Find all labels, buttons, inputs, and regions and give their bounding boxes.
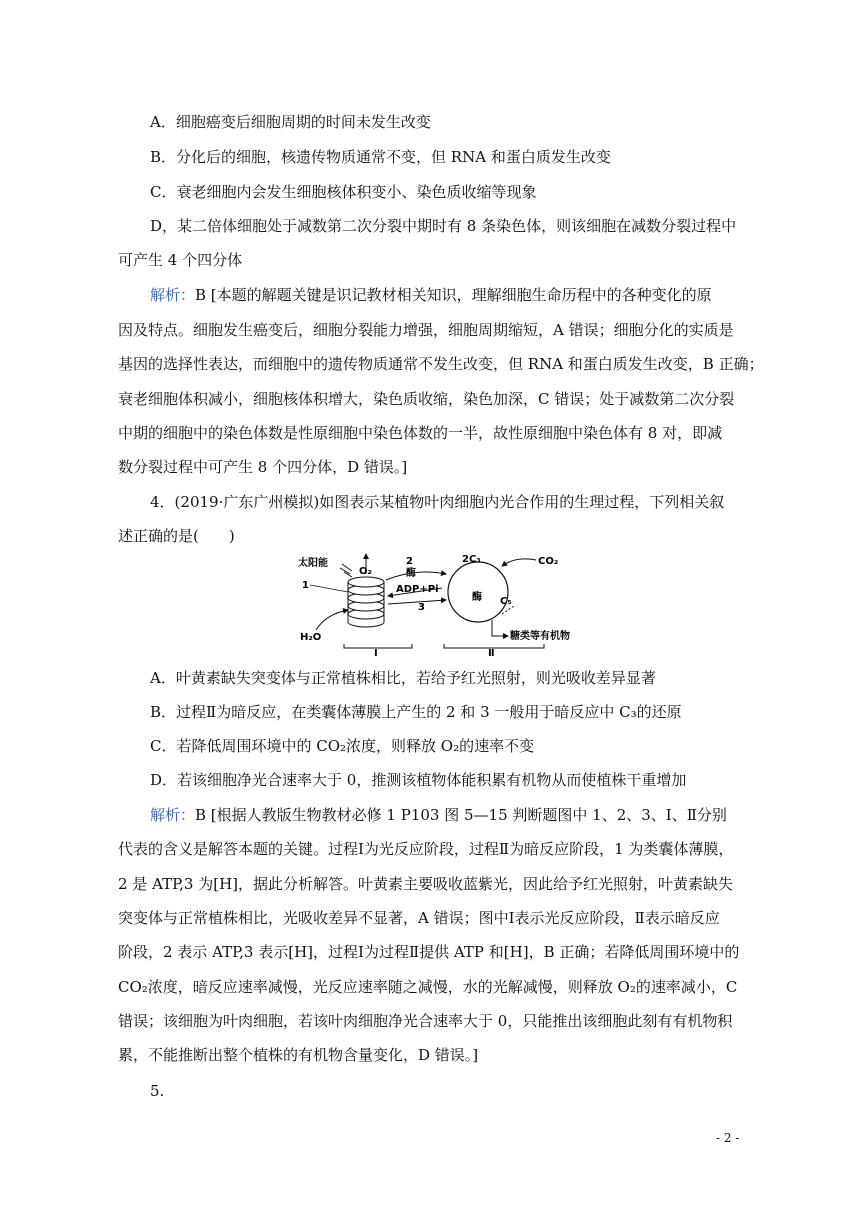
label-2: 2 xyxy=(406,556,413,567)
stage-1-label: Ⅰ xyxy=(374,648,378,656)
q4-option-d: D．若该细胞净光合速率大于 0，推测该植物体能积累有机物从而使植株干重增加 xyxy=(150,771,687,789)
q4-analysis-line6: CO₂浓度，暗反应速率减慢，光反应速率随之减慢，水的光解减慢，则释放 O₂的速率减小，C xyxy=(118,978,738,996)
q3-analysis-line1 xyxy=(150,285,712,305)
label-3: 3 xyxy=(418,602,425,613)
page-number: - 2 - xyxy=(716,1131,740,1145)
q4-stem-line1: 4．(2019·广东广州模拟)如图表示某植物叶肉细胞内光合作用的生理过程，下列相关叙 xyxy=(150,493,725,511)
c3-label: 2C₃ xyxy=(462,554,481,565)
q3-option-d-line1: D，某二倍体细胞处于减数第二次分裂中期时有 8 条染色体，则该细胞在减数分裂过程中 xyxy=(150,217,737,235)
q3-option-a: A．细胞癌变后细胞周期的时间未发生改变 xyxy=(150,113,431,131)
photosynthesis-diagram xyxy=(296,544,612,656)
c5-label: C₅ xyxy=(500,596,512,607)
q4-stem-line2: 述正确的是( ) xyxy=(118,527,235,545)
q4-option-a: A．叶黄素缺失突变体与正常植株相比，若给予红光照射，则光吸收差异显著 xyxy=(150,669,656,687)
q3-analysis-text: B [本题的解题关键是识记教材相关知识，理解细胞生命历程中的各种变化的原 xyxy=(195,286,712,304)
enzyme-2-label: 酶 xyxy=(472,592,482,603)
h2o-label: H₂O xyxy=(300,632,322,643)
analysis-label: 解析： xyxy=(150,286,196,304)
q4-analysis-line2: 代表的含义是解答本题的关键。过程Ⅰ为光反应阶段，过程Ⅱ为暗反应阶段，1 为类囊体薄膜， xyxy=(118,840,734,858)
q3-analysis-line3: 基因的选择性表达，而细胞中的遗传物质通常不发生改变，但 RNA 和蛋白质发生改变，B 正确； xyxy=(118,355,764,373)
q3-option-d-line2: 可产生 4 个四分体 xyxy=(118,251,243,269)
q4-analysis-line1 xyxy=(150,805,727,825)
o2-label: O₂ xyxy=(359,566,372,577)
q3-option-b: B．分化后的细胞，核遗传物质通常不变，但 RNA 和蛋白质发生改变 xyxy=(150,148,611,166)
q3-analysis-line5: 中期的细胞中的染色体数是性原细胞中染色体数的一半，故性原细胞中染色体有 8 对，即减 xyxy=(118,424,723,442)
thylakoid-stack-icon xyxy=(348,577,384,627)
sun-rays-icon xyxy=(340,564,352,577)
q4-analysis-line3: 2 是 ATP,3 为[H]，据此分析解答。叶黄素主要吸收蓝紫光，因此给予红光照射，叶黄素缺失 xyxy=(118,875,734,893)
q4-analysis-line4: 突变体与正常植株相比，光吸收差异不显著，A 错误；图中Ⅰ表示光反应阶段，Ⅱ表示暗反应 xyxy=(118,909,720,927)
q4-option-c: C．若降低周围环境中的 CO₂浓度，则释放 O₂的速率不变 xyxy=(150,737,535,755)
q4-analysis-text: B [根据人教版生物教材必修 1 P103 图 5—15 判断题图中 1、2、3、Ⅰ、Ⅱ分别 xyxy=(195,806,727,824)
label-1: 1 xyxy=(302,580,309,591)
adp-label: ADP+Pi xyxy=(396,584,439,595)
analysis-label: 解析： xyxy=(150,806,196,824)
q4-option-b: B．过程Ⅱ为暗反应，在类囊体薄膜上产生的 2 和 3 一般用于暗反应中 C₃的还原 xyxy=(150,703,682,721)
q5-number: 5. xyxy=(150,1082,165,1100)
q3-analysis-line6: 数分裂过程中可产生 8 个四分体，D 错误。] xyxy=(118,458,408,476)
enzyme-1-label: 酶 xyxy=(406,568,416,579)
q3-option-c: C．衰老细胞内会发生细胞核体积变小、染色质收缩等现象 xyxy=(150,183,537,201)
q3-analysis-line2: 因及特点。细胞发生癌变后，细胞分裂能力增强，细胞周期缩短，A 错误；细胞分化的实质是 xyxy=(118,321,734,339)
stage-2-label: Ⅱ xyxy=(488,648,495,656)
q4-analysis-line7: 错误；该细胞为叶肉细胞，若该叶肉细胞净光合速率大于 0，只能推出该细胞此刻有有机物积 xyxy=(118,1012,733,1030)
sugar-label: 糖类等有机物 xyxy=(510,631,570,642)
q3-analysis-line4: 衰老细胞体积减小，细胞核体积增大，染色质收缩，染色加深，C 错误；处于减数第二次分裂 xyxy=(118,390,735,408)
q4-analysis-line8: 累，不能推断出整个植株的有机物含量变化，D 错误。] xyxy=(118,1046,479,1064)
sun-label: 太阳能 xyxy=(298,558,328,569)
q4-analysis-line5: 阶段，2 表示 ATP,3 表示[H]，过程Ⅰ为过程Ⅱ提供 ATP 和[H]，B 正确；若降低周围环境中的 xyxy=(118,943,740,961)
co2-label: CO₂ xyxy=(538,556,559,567)
